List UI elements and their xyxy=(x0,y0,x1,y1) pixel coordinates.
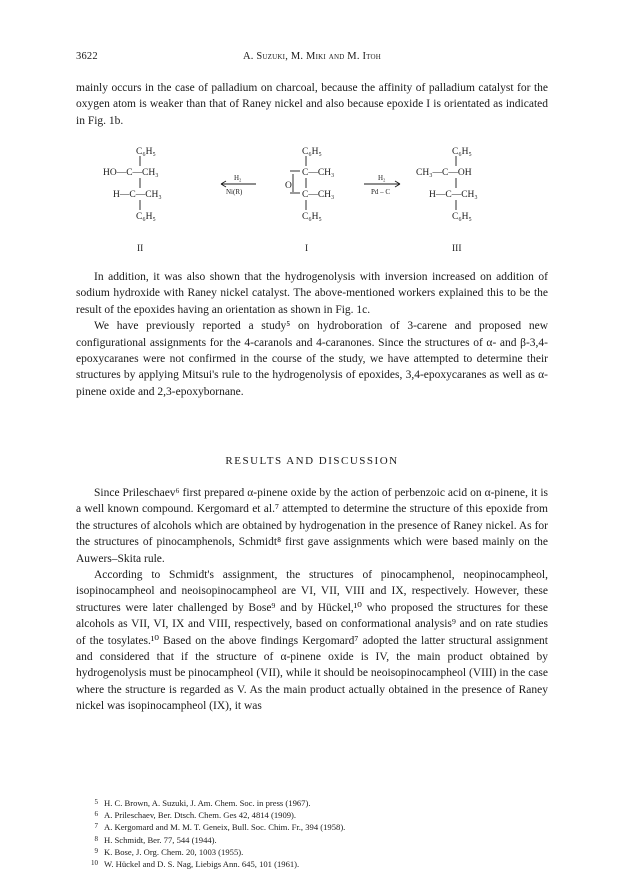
compound-i xyxy=(285,147,334,254)
compound-ii-top-phenyl: C₆H₅ xyxy=(136,147,156,157)
arrow-left-reagent-top: H₂ xyxy=(234,174,242,182)
arrow-right-reagent-bottom: Pd – C xyxy=(371,188,391,196)
footnote-number: 6 xyxy=(94,810,98,819)
footnote-number: 9 xyxy=(94,846,98,855)
section-heading: RESULTS AND DISCUSSION xyxy=(225,455,399,467)
footnote-text: A. Kergomard and M. M. T. Geneix, Bull. Soc. Chim. Fr., 394 (1958). xyxy=(104,822,346,833)
footnote xyxy=(82,858,548,870)
compound-i-row2: C—CH₃ xyxy=(302,190,335,200)
paragraph-previous-study: We have previously reported a study⁵ on hydroboration of 3-carene and proposed new configurational assignments for the 4-caranols and 4-caranones. Since the structures of α- and β-3,4-epoxycaranes were not confirmed in the course of the study, we have attempted to determine their structures by applying Mitsui's rule to the hydrogenolysis of epoxides, 3,4-epoxycaranes as well as α-pinene oxide and 2,3-epoxybornane. xyxy=(76,320,548,398)
arrow-right xyxy=(364,174,400,196)
footnote xyxy=(82,797,548,809)
arrow-right-reagent-top: H₂ xyxy=(378,174,386,182)
footnote xyxy=(82,846,548,858)
page-number: 3622 xyxy=(76,51,98,62)
compound-i-bottom-phenyl: C₆H₅ xyxy=(302,212,322,222)
footnote xyxy=(82,834,548,846)
compound-iii xyxy=(416,147,478,254)
compound-iii-top-phenyl: C₆H₅ xyxy=(452,147,472,157)
footnote-number: 8 xyxy=(94,834,98,843)
arrow-left xyxy=(221,174,256,196)
compound-iii-row2: H—C—CH₃ xyxy=(429,190,478,200)
footnote-text: K. Bose, J. Org. Chem. 20, 1003 (1955). xyxy=(104,846,244,857)
footnote-number: 5 xyxy=(94,798,98,806)
page-header xyxy=(76,51,548,67)
paragraph-schmidt-assignment: According to Schmidt's assignment, the structures of pinocamphenol, neopinocampheol, isopinocampheol and neoisopinocampheol are VI, VII, VIII and IX, respectively. However, these structures were later challenged by Bose⁹ and by Hückel,¹⁰ who proposed the structures for these alcohols as VII, VI, IX and VIII, respectively, based on conformational analysis⁹ and on rate studies of the tosylates.¹⁰ Based on the above findings Kergomard⁷ adopted the latter structural assignment and considered that if the structure of α-pinene oxide is IV, the main product obtained by hydrogenolysis must be pinocampheol (VII), while it should be neoisopinocampheol (VIII) in the case where the structure is regarded as V. As the main product actually obtained in the presence of Raney nickel was isopinocampheol (IX), it was xyxy=(76,569,548,713)
compound-i-label: I xyxy=(305,244,309,254)
compound-ii-bottom-phenyl: C₆H₅ xyxy=(136,212,156,222)
running-title: A. Suzuki, M. Miki and M. Itoh xyxy=(242,51,382,62)
compound-ii xyxy=(103,147,162,254)
paragraph-raney-nickel: In addition, it was also shown that the hydrogenolysis with inversion increased on addition of sodium hydroxide with Raney nickel catalyst. The above-mentioned workers explained this to be the result of the epoxides having an orientation as shown in Fig. 1c. xyxy=(76,271,548,316)
compound-ii-row2: H—C—CH₃ xyxy=(113,190,162,200)
compound-ii-row1: HO—C—CH₃ xyxy=(103,168,159,178)
body-text-block xyxy=(76,269,548,400)
footnote-text: A. Prileschaev, Ber. Dtsch. Chem. Ges 42, 4814 (1909). xyxy=(104,810,297,821)
arrow-left-reagent-bottom: Ni(R) xyxy=(226,188,243,196)
compound-i-top-phenyl: C₆H₅ xyxy=(302,147,322,157)
intro-paragraph-block xyxy=(76,80,548,129)
reaction-scheme xyxy=(76,144,548,256)
compound-iii-row1: CH₃—C—OH xyxy=(416,168,472,178)
footnote-text: H. Schmidt, Ber. 77, 544 (1944). xyxy=(104,834,217,845)
footnote-number: 7 xyxy=(94,822,98,831)
footnote-text: H. C. Brown, A. Suzuki, J. Am. Chem. Soc. in press (1967). xyxy=(104,798,311,808)
footnote xyxy=(82,809,548,821)
results-text-block xyxy=(76,485,548,715)
footnote-number: 10 xyxy=(91,859,98,868)
compound-iii-bottom-phenyl: C₆H₅ xyxy=(452,212,472,222)
footnotes xyxy=(82,797,548,870)
reaction-scheme-figure xyxy=(76,144,548,256)
intro-paragraph: mainly occurs in the case of palladium on charcoal, because the affinity of palladium catalyst for the oxygen atom is weaker than that of Raney nickel and also because epoxide I is orientated as indicated in Fig. 1b. xyxy=(76,82,548,127)
paragraph-prileschaev: Since Prileschaev⁶ first prepared α-pinene oxide by the action of perbenzoic acid on α-pinene, it is a well known compound. Kergomard et al.⁷ attempted to determine the structure of this epoxide from the structures of alcohols which are obtained by hydrogenation in the presence of Raney nickel. As for the structures of pinocamphenols, Schmidt⁸ first gave assignments which were based mainly on the Auwers–Skita rule. xyxy=(76,487,548,565)
compound-i-row1: C—CH₃ xyxy=(302,168,335,178)
compound-i-oxygen: O xyxy=(285,181,292,191)
compound-ii-label: II xyxy=(137,244,144,254)
footnote xyxy=(82,821,548,833)
compound-iii-label: III xyxy=(452,244,462,254)
footnote-text: W. Hückel and D. S. Nag, Liebigs Ann. 645, 101 (1961). xyxy=(104,859,300,870)
